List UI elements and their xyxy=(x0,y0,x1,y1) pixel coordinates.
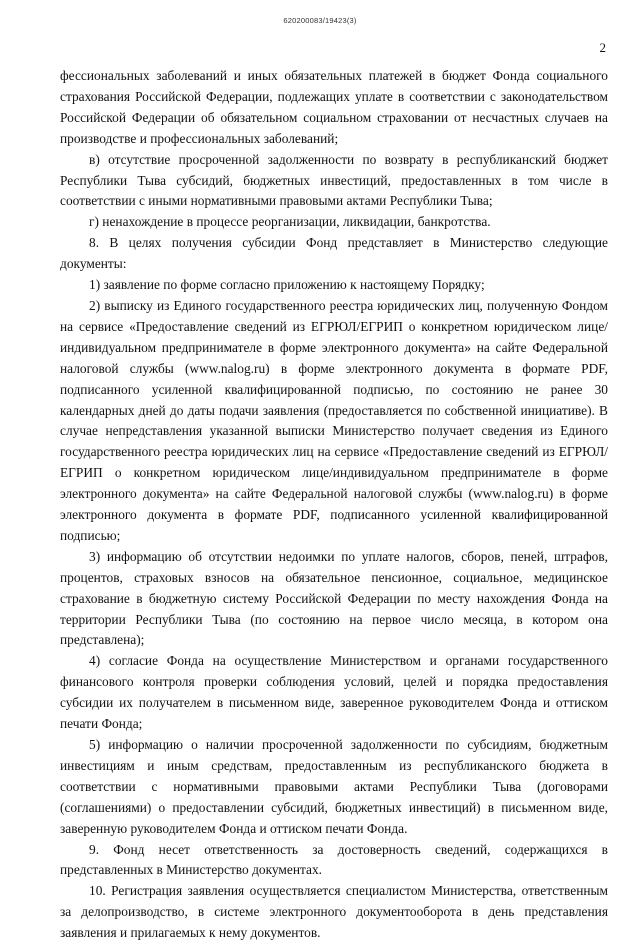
page-number: 2 xyxy=(599,40,606,55)
paragraph-item-2: 2) выписку из Единого государственного реестра юридических лиц, полученную Фондом на сервисе «Предоставление сведений из ЕГРЮЛ/ЕГРИП о конкретном юридическом лице/индивидуальном предпринимателе в форме электронного документа» на сайте Федеральной налоговой службы (www.nalog.ru) в форме электронного документа в формате PDF, подписанного усиленной квалифицированной подписью, по состоянию не ранее 30 календарных дней до даты подачи заявления (предоставляется по собственной инициативе). В случае непредставления указанной выписки Министерство получает сведения из Единого государственного реестра юридических лиц на сервисе «Предоставление сведений из ЕГРЮЛ/ЕГРИП о конкретном юридическом лице/индивидуальном предпринимателе в форме электронного документа» на сайте Федеральной налоговой службы (www.nalog.ru) в форме электронного документа в формате PDF, подписанного усиленной квалифицированной подписью; xyxy=(60,297,608,543)
paragraph-item-5: 5) информацию о наличии просроченной задолженности по субсидиям, бюджетным инвестициям и иным средствам, предоставленным из республиканского бюджета в соответствии с нормативными правовыми актами Республики Тыва (договорами (соглашениями) о предоставлении субсидий, бюджетных инвестиций) в письменном виде, заверенную руководителем Фонда и оттиском печати Фонда. xyxy=(60,737,608,836)
paragraph-section-9: 9. Фонд несет ответственность за достоверность сведений, содержащихся в представленных в Министерство документах. xyxy=(60,841,608,878)
paragraph-item-1: 1) заявление по форме согласно приложению к настоящему Порядку; xyxy=(89,277,485,293)
document-body xyxy=(60,66,608,944)
document-id: 620200083/19423(3) xyxy=(283,16,357,25)
paragraph-item-g: г) ненахождение в процессе реорганизации, ликвидации, банкротства. xyxy=(89,214,491,230)
paragraph-item-4: 4) согласие Фонда на осуществление Министерством и органами государственного финансового контроля проверки соблюдения условий, целей и порядка предоставления субсидии их получателем в письменном виде, заверенное руководителем Фонда и оттиском печати Фонда; xyxy=(60,653,608,732)
paragraph-item-v: в) отсутствие просроченной задолженности по возврату в республиканский бюджет Республики Тыва субсидий, бюджетных инвестиций, предоставленных в том числе в соответствии с иными нормативными правовыми актами Республики Тыва; xyxy=(60,151,608,209)
paragraph-section-8: 8. В целях получения субсидии Фонд представляет в Министерство следующие документы: xyxy=(60,235,608,272)
paragraph-section-10: 10. Регистрация заявления осуществляется специалистом Министерства, ответственным за делопроизводство, в системе электронного документооборота в день представления заявления и прилагаемых к нему документов. xyxy=(60,883,608,941)
paragraph-continuation: фессиональных заболеваний и иных обязательных платежей в бюджет Фонда социального страхования Российской Федерации, подлежащих уплате в соответствии с законодательством Российской Федерации об обязательном социальном страховании от несчастных случаев на производстве и профессиональных заболеваний; xyxy=(60,68,608,146)
paragraph-item-3: 3) информацию об отсутствии недоимки по уплате налогов, сборов, пеней, штрафов, процентов, страховых взносов на обязательное пенсионное, социальное, медицинское страхование в бюджетную систему Российской Федерации по месту нахождения Фонда на территории Республики Тыва (по состоянию на первое число месяца, в котором она представлена); xyxy=(60,548,608,648)
